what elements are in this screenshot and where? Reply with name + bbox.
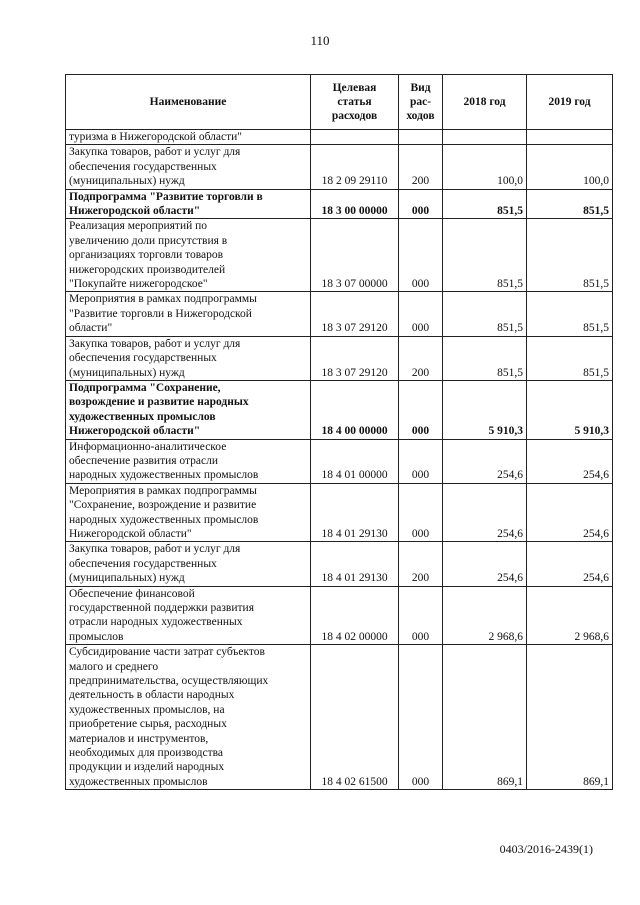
row-name-line: обеспечения государственных: [69, 557, 217, 570]
row-name: [66, 130, 311, 145]
row-amount-2018: 851,5: [443, 219, 527, 292]
table-row: [66, 336, 613, 380]
row-name-line: нижегородских производителей: [69, 263, 226, 276]
row-expense-kind: 000: [399, 483, 443, 542]
table-row: [66, 219, 613, 292]
row-expense-kind: 000: [399, 645, 443, 790]
row-amount-2018: 5 910,3: [443, 380, 527, 439]
row-name-line: промыслов: [69, 630, 124, 643]
row-name-line: возрождение и развитие народных: [69, 396, 249, 409]
row-amount-2019: 254,6: [527, 542, 613, 586]
row-name-line: деятельность в области народных: [69, 689, 235, 702]
row-name-line: Субсидирование части затрат субъектов: [69, 646, 265, 659]
row-expense-kind: 200: [399, 542, 443, 586]
row-name-line: области": [69, 322, 113, 335]
row-amount-2018: 254,6: [443, 439, 527, 483]
row-name: [66, 439, 311, 483]
row-name-line: (муниципальных) нужд: [69, 572, 185, 585]
header-2018: 2018 год: [443, 75, 527, 130]
row-name: [66, 219, 311, 292]
table-row: [66, 380, 613, 439]
row-name-line: Реализация мероприятий по: [69, 220, 208, 233]
row-name-line: государственной поддержки развития: [69, 602, 254, 614]
row-name: [66, 292, 311, 336]
table-row: [66, 189, 613, 219]
row-amount-2018: [443, 130, 527, 145]
row-name-line: народных художественных промыслов: [69, 469, 259, 482]
header-kind-line: рас-: [409, 96, 432, 108]
header-expense-kind: [399, 75, 443, 130]
table-row: [66, 586, 613, 645]
row-name-line: приобретение сырья, расходных: [69, 718, 227, 731]
row-name-line: обеспечения государственных: [69, 160, 217, 173]
row-amount-2019: [527, 130, 613, 145]
row-amount-2018: 100,0: [443, 145, 527, 189]
row-amount-2019: 2 968,6: [527, 586, 613, 645]
row-amount-2019: 851,5: [527, 219, 613, 292]
row-expense-kind: 200: [399, 336, 443, 380]
row-name-line: Обеспечение финансовой: [69, 587, 195, 600]
row-target-article: 18 4 01 29130: [311, 483, 399, 542]
row-name: [66, 483, 311, 542]
row-amount-2018: 2 968,6: [443, 586, 527, 645]
row-amount-2018: 254,6: [443, 542, 527, 586]
row-name-line: "Развитие торговли в Нижегородской: [69, 307, 252, 320]
row-name: [66, 189, 311, 219]
row-target-article: [311, 130, 399, 145]
row-name-line: Мероприятия в рамках подпрограммы: [69, 484, 257, 497]
row-name-line: Подпрограмма "Развитие торговли в: [69, 190, 263, 203]
header-name: Наименование: [66, 75, 311, 130]
row-amount-2019: 851,5: [527, 189, 613, 219]
row-amount-2019: 869,1: [527, 645, 613, 790]
row-amount-2019: 254,6: [527, 483, 613, 542]
header-kind-line: Вид: [410, 82, 431, 94]
row-name-line: Нижегородской области": [69, 205, 201, 218]
header-target-line: статья: [337, 96, 372, 108]
row-target-article: 18 4 02 00000: [311, 586, 399, 645]
header-target-line: Целевая: [332, 82, 377, 94]
row-name: [66, 542, 311, 586]
row-name-line: Информационно-аналитическое: [69, 440, 227, 453]
row-name-line: обеспечения государственных: [69, 352, 217, 365]
table-row: [66, 292, 613, 336]
row-name-line: туризма в Нижегородской области": [69, 131, 242, 143]
row-name-line: художественных промыслов: [69, 410, 216, 423]
row-name-line: Закупка товаров, работ и услуг для: [69, 543, 241, 556]
table-row: [66, 130, 613, 145]
header-target-line: расходов: [331, 110, 378, 122]
row-amount-2019: 100,0: [527, 145, 613, 189]
row-target-article: 18 4 00 00000: [311, 380, 399, 439]
table-row: [66, 645, 613, 790]
row-target-article: 18 4 02 61500: [311, 645, 399, 790]
row-expense-kind: 000: [399, 586, 443, 645]
row-target-article: 18 4 01 00000: [311, 439, 399, 483]
row-amount-2018: 254,6: [443, 483, 527, 542]
row-target-article: 18 3 07 29120: [311, 292, 399, 336]
row-amount-2018: 851,5: [443, 292, 527, 336]
row-name-line: художественных промыслов: [69, 775, 208, 788]
table-row: [66, 439, 613, 483]
row-expense-kind: 000: [399, 292, 443, 336]
row-expense-kind: 000: [399, 380, 443, 439]
row-target-article: 18 4 01 29130: [311, 542, 399, 586]
table-header-row: [66, 75, 613, 130]
table-row: [66, 542, 613, 586]
row-target-article: 18 2 09 29110: [311, 145, 399, 189]
row-name: [66, 380, 311, 439]
row-name-line: увеличению доли присутствия в: [69, 234, 228, 247]
budget-table: [65, 74, 613, 790]
table-body: [66, 130, 613, 790]
row-amount-2019: 5 910,3: [527, 380, 613, 439]
header-kind-line: ходов: [406, 110, 435, 122]
row-amount-2018: 851,5: [443, 336, 527, 380]
row-name: [66, 586, 311, 645]
row-name-line: (муниципальных) нужд: [69, 366, 185, 379]
table-row: [66, 145, 613, 189]
row-name-line: художественных промыслов, на: [69, 703, 225, 716]
row-name-line: необходимых для производства: [69, 747, 224, 760]
header-2019: 2019 год: [527, 75, 613, 130]
row-name: [66, 645, 311, 790]
row-name-line: организациях торговли товаров: [69, 249, 224, 262]
row-name-line: (муниципальных) нужд: [69, 175, 185, 188]
row-name: [66, 145, 311, 189]
row-target-article: 18 3 07 00000: [311, 219, 399, 292]
row-amount-2019: 851,5: [527, 336, 613, 380]
row-name-line: Мероприятия в рамках подпрограммы: [69, 293, 257, 306]
row-name-line: Нижегородской области": [69, 425, 201, 438]
row-name-line: материалов и инструментов,: [69, 732, 209, 745]
row-name-line: Закупка товаров, работ и услуг для: [69, 337, 241, 350]
row-expense-kind: [399, 130, 443, 145]
row-amount-2019: 254,6: [527, 439, 613, 483]
document-code: 0403/2016-2439(1): [499, 842, 593, 856]
row-name-line: отрасли народных художественных: [69, 616, 243, 629]
row-name-line: Подпрограмма "Сохранение,: [69, 381, 221, 394]
row-amount-2018: 851,5: [443, 189, 527, 219]
row-expense-kind: 200: [399, 145, 443, 189]
row-expense-kind: 000: [399, 439, 443, 483]
row-name-line: "Покупайте нижегородское": [69, 278, 208, 291]
table-row: [66, 483, 613, 542]
row-name-line: предпринимательства, осуществляющих: [69, 675, 269, 688]
row-name-line: малого и среднего: [69, 660, 159, 673]
page-number: 110: [310, 33, 330, 48]
header-target-article: [311, 75, 399, 130]
row-target-article: 18 3 00 00000: [311, 189, 399, 219]
row-amount-2019: 851,5: [527, 292, 613, 336]
row-name-line: народных художественных промыслов: [69, 513, 259, 526]
row-name-line: "Сохранение, возрождение и развитие: [69, 499, 257, 512]
row-expense-kind: 000: [399, 189, 443, 219]
row-name: [66, 336, 311, 380]
row-name-line: Закупка товаров, работ и услуг для: [69, 146, 241, 159]
row-amount-2018: 869,1: [443, 645, 527, 790]
row-name-line: продукции и изделий народных: [69, 761, 225, 774]
row-name-line: обеспечение развития отрасли: [69, 454, 219, 467]
row-name-line: Нижегородской области": [69, 527, 192, 540]
row-expense-kind: 000: [399, 219, 443, 292]
row-target-article: 18 3 07 29120: [311, 336, 399, 380]
